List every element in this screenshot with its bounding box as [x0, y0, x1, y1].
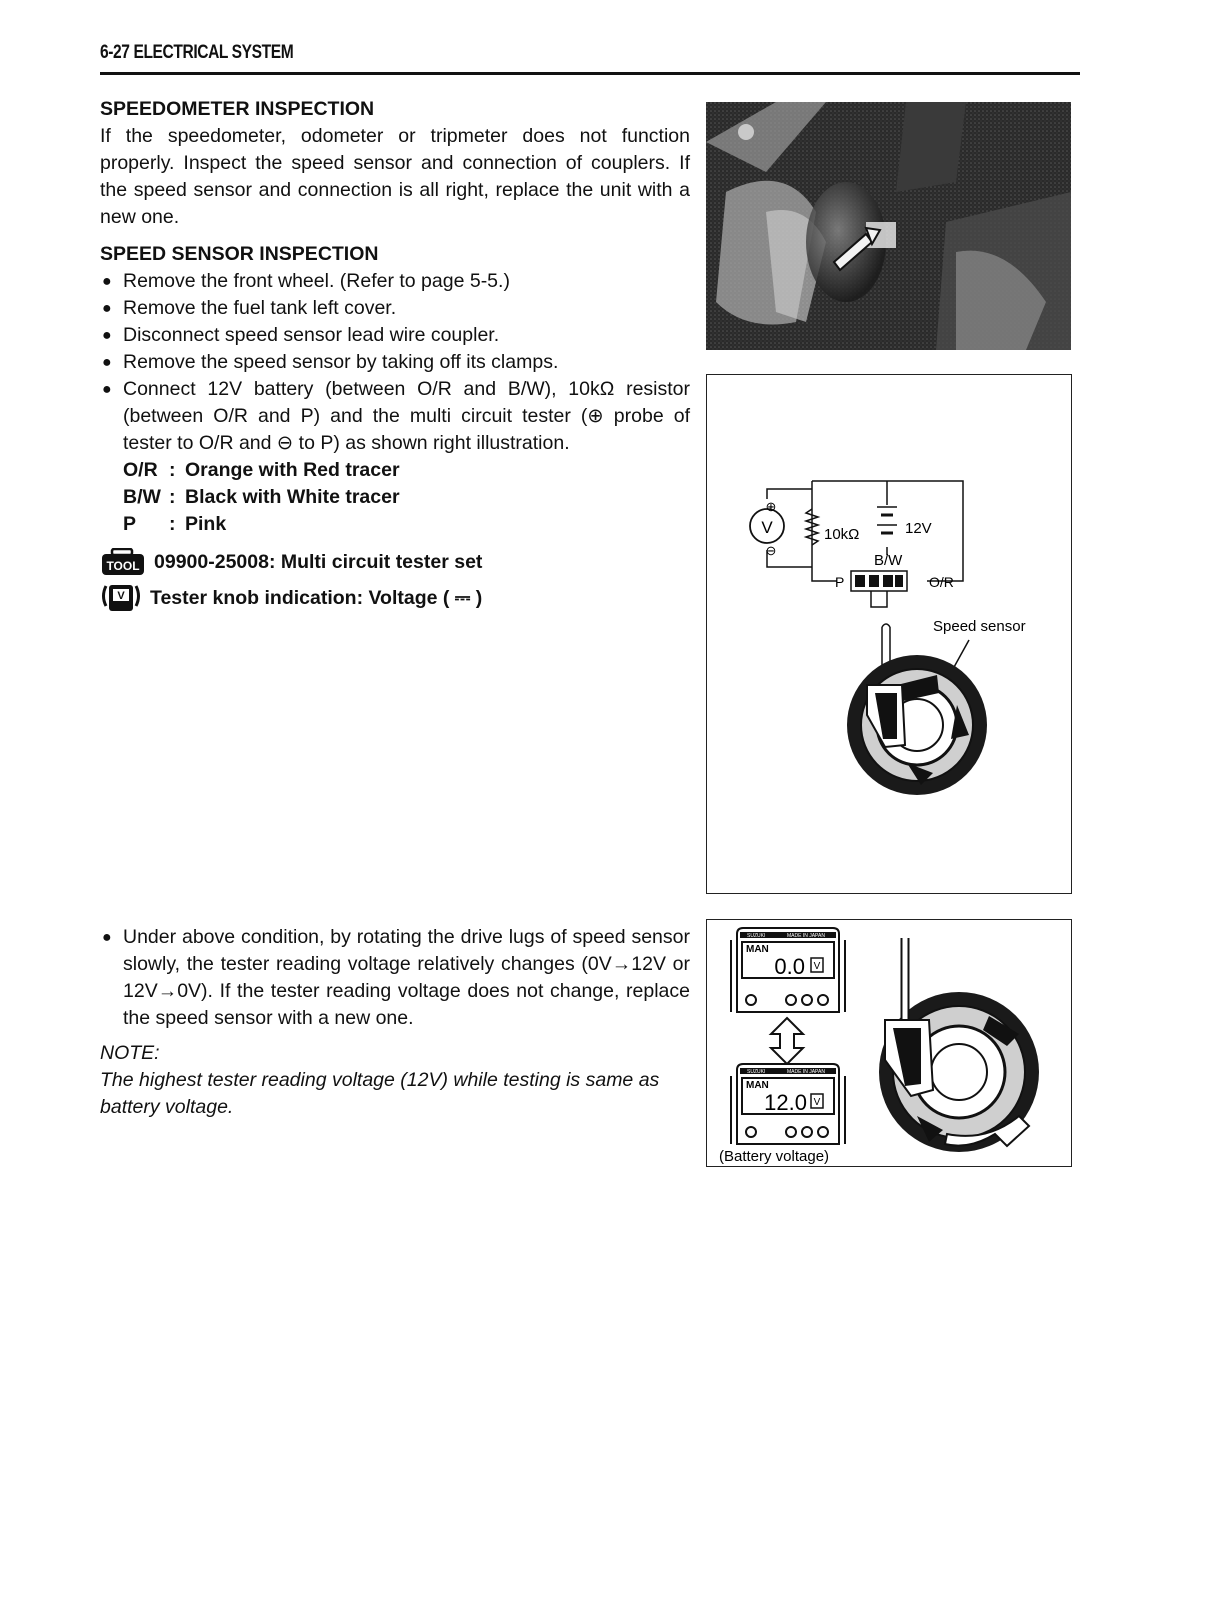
legend-row: O/R : Orange with Red tracer [123, 459, 400, 481]
speed-sensor-drawing [847, 655, 987, 795]
note-text: The highest tester reading voltage (12V) while testing is same as battery voltage. [100, 1069, 660, 1118]
rotation-section [100, 924, 690, 1121]
rotating-sensor-drawing [879, 938, 1039, 1152]
photo-image [706, 102, 1071, 350]
speed-sensor-heading: SPEED SENSOR INSPECTION [100, 243, 379, 265]
page-header-title: 6-27 ELECTRICAL SYSTEM [100, 42, 294, 63]
legend-row: P : Pink [123, 513, 227, 535]
knob-text: Tester knob indication: Voltage ( ⎓ ) [150, 586, 483, 609]
note-label: NOTE: [100, 1042, 160, 1064]
resistor-label: 10kΩ [824, 526, 860, 543]
tool-text: 09900-25008: Multi circuit tester set [154, 550, 483, 573]
tester-knob-icon [100, 582, 142, 614]
tester-figure [706, 919, 1072, 1167]
or-label: O/R [929, 574, 954, 590]
speedometer-paragraph: If the speedometer, odometer or tripmeter does not function properly. Inspect the speed sensor and connection of couplers. If the speed sensor and connection is all right, replace the unit with a new one. [100, 125, 690, 228]
svg-text:SUZUKI: SUZUKI [747, 1069, 766, 1075]
circuit-figure [706, 374, 1072, 894]
tool-line [100, 548, 690, 576]
list-item: ● Remove the fuel tank left cover. [102, 297, 397, 319]
speedometer-heading: SPEEDOMETER INSPECTION [100, 98, 375, 120]
tester-diagram [707, 920, 1071, 1166]
bw-label: B/W [874, 552, 903, 569]
speedometer-section [100, 96, 690, 614]
svg-text:MADE IN JAPAN: MADE IN JAPAN [787, 933, 825, 939]
rotation-steps [100, 924, 690, 1032]
minus-label: ⊖ [765, 543, 777, 558]
updown-arrow-icon [771, 1018, 803, 1064]
page-header [100, 42, 1080, 75]
battery-voltage-caption: (Battery voltage) [719, 1148, 830, 1165]
list-item: ● Under above condition, by rotating the drive lugs of speed sensor slowly, the tester reading voltage relatively changes (0V→12V or 12V→0V). If the tester reading voltage does not change, replace the speed sensor with a new one. [102, 926, 690, 1029]
svg-text:SUZUKI: SUZUKI [747, 933, 766, 939]
svg-text:TOOL: TOOL [106, 559, 140, 573]
svg-text:0.0: 0.0 [774, 954, 805, 979]
svg-text:V: V [813, 961, 821, 972]
speed-sensor-steps [100, 268, 690, 457]
list-item: ● Disconnect speed sensor lead wire coupler. [102, 324, 500, 346]
battery-label: 12V [905, 520, 932, 537]
speed-sensor-label: Speed sensor [933, 618, 1026, 635]
svg-text:V: V [117, 590, 125, 602]
knob-line [100, 582, 690, 614]
wire-color-legend [123, 457, 400, 538]
list-item: ● Remove the front wheel. (Refer to page 5-5.) [102, 270, 510, 292]
legend-row: B/W : Black with White tracer [123, 486, 400, 508]
speed-sensor-photo [706, 102, 1071, 350]
svg-text:V: V [813, 1097, 821, 1108]
list-item: ● Connect 12V battery (between O/R and B/W), 10kΩ resistor (between O/R and P) and the multi circuit tester (⊕ probe of tester to O/R and ⊖ to P) as shown right illustration. [102, 378, 690, 454]
svg-text:12.0: 12.0 [764, 1090, 807, 1115]
tool-icon [100, 548, 146, 576]
tester-low-reading [731, 928, 845, 1012]
svg-text:MADE IN JAPAN: MADE IN JAPAN [787, 1069, 825, 1075]
circuit-diagram [707, 375, 1071, 893]
p-label: P [835, 574, 845, 590]
svg-text:MAN: MAN [746, 944, 769, 955]
list-item: ● Remove the speed sensor by taking off its clamps. [102, 351, 559, 373]
tester-high-reading [731, 1064, 845, 1144]
meter-label: V [761, 518, 773, 537]
plus-label: ⊕ [765, 499, 777, 514]
svg-text:MAN: MAN [746, 1080, 769, 1091]
